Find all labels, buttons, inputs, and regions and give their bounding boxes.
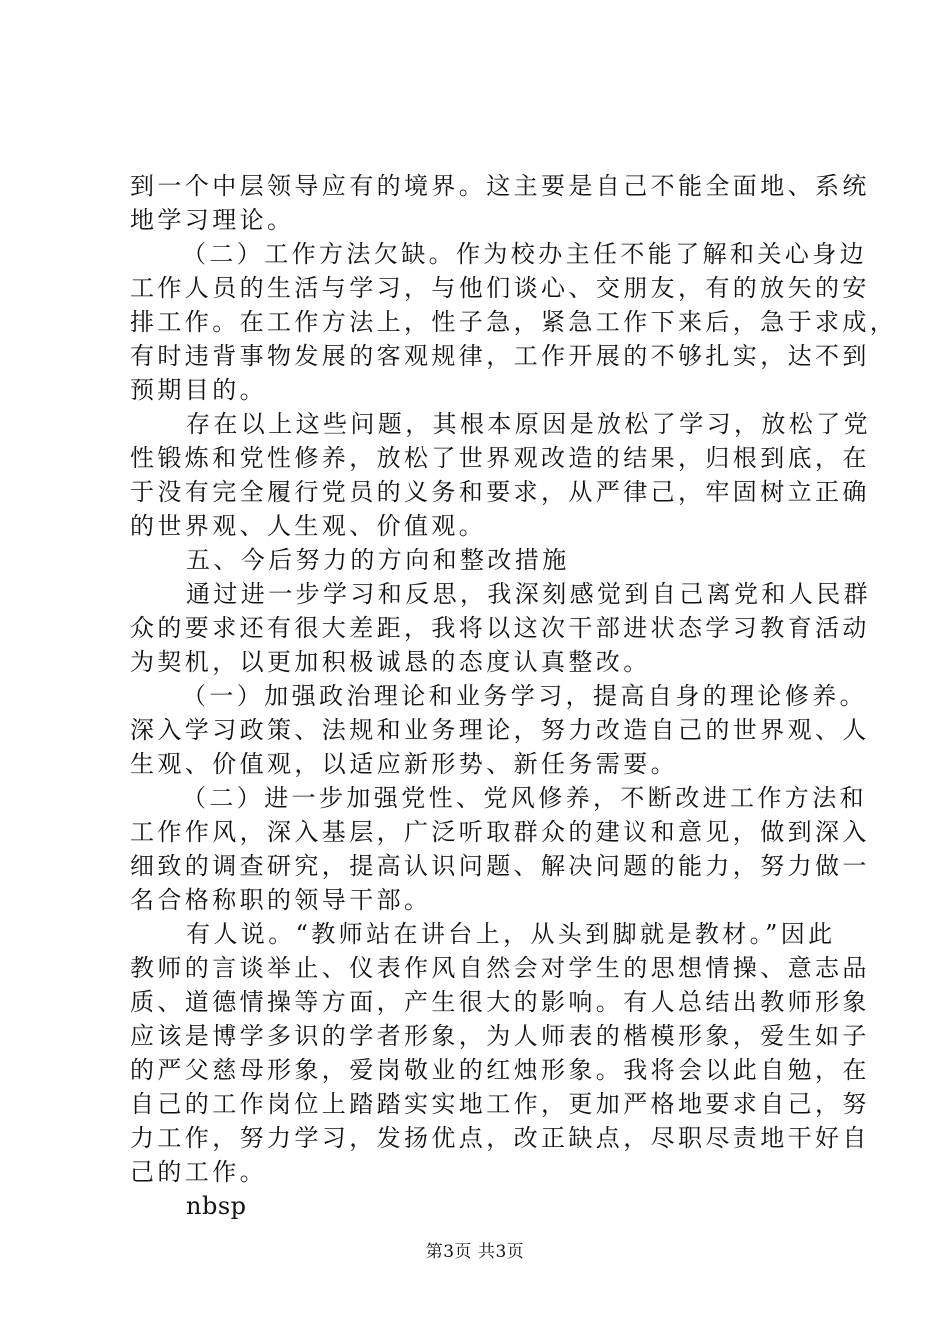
text-line: 有时违背事物发展的客观规律，工作开展的不够扎实，达不到 — [130, 342, 870, 370]
text-line: 有人说。“教师站在讲台上，从头到脚就是教材。”因此 — [186, 920, 836, 948]
text-line: 众的要求还有很大差距，我将以这次干部进状态学习教育活动 — [130, 614, 870, 642]
text-line: 地学习理论。 — [130, 206, 295, 234]
text-line: 为契机，以更加积极诚恳的态度认真整改。 — [130, 648, 651, 676]
text-line: 存在以上这些问题，其根本原因是放松了学习，放松了党 — [186, 410, 871, 438]
page-number: 第3页 共3页 — [425, 1242, 525, 1262]
text-line: 工作人员的生活与学习，与他们谈心、交朋友，有的放矢的安 — [130, 274, 870, 302]
text-line: 教师的言谈举止、仪表作风自然会对学生的思想情操、意志品 — [130, 954, 870, 982]
text-line: 质、道德情操等方面，产生很大的影响。有人总结出教师形象 — [130, 988, 870, 1016]
text-line: （二）工作方法欠缺。作为校办主任不能了解和关心身边 — [182, 240, 867, 268]
text-line: 名合格称职的领导干部。 — [130, 886, 432, 914]
text-line: 排工作。在工作方法上，性子急，紧急工作下来后，急于求成， — [130, 308, 898, 336]
text-line: 的世界观、人生观、价值观。 — [130, 512, 487, 540]
text-line: 深入学习政策、法规和业务理论，努力改造自己的世界观、人 — [130, 716, 870, 744]
section-heading: 五、今后努力的方向和整改措施 — [186, 546, 570, 574]
text-line: 己的工作。 — [130, 1158, 267, 1186]
page-footer — [0, 1240, 950, 1264]
text-line: 生观、价值观，以适应新形势、新任务需要。 — [130, 750, 678, 778]
text-line: 于没有完全履行党员的义务和要求，从严律己，牢固树立正确 — [130, 478, 870, 506]
text-line: nbsp — [186, 1192, 247, 1220]
text-line: 通过进一步学习和反思，我深刻感觉到自己离党和人民群 — [186, 580, 871, 608]
text-line: 到一个中层领导应有的境界。这主要是自己不能全面地、系统 — [130, 172, 870, 200]
text-line: 细致的调查研究，提高认识问题、解决问题的能力，努力做一 — [130, 852, 870, 880]
text-line: 应该是博学多识的学者形象，为人师表的楷模形象，爱生如子 — [130, 1022, 870, 1050]
text-line: 力工作，努力学习，发扬优点，改正缺点，尽职尽责地干好自 — [130, 1124, 870, 1152]
text-line: （二）进一步加强党性、党风修养，不断改进工作方法和 — [182, 784, 867, 812]
text-line: 的严父慈母形象，爱岗敬业的红烛形象。我将会以此自勉，在 — [130, 1056, 870, 1084]
text-line: 性锻炼和党性修养，放松了世界观改造的结果，归根到底，在 — [130, 444, 870, 472]
text-line: 预期目的。 — [130, 376, 267, 404]
text-line: 自己的工作岗位上踏踏实实地工作，更加严格地要求自己，努 — [130, 1090, 870, 1118]
text-line: （一）加强政治理论和业务学习，提高自身的理论修养。 — [182, 682, 867, 710]
text-line: 工作作风，深入基层，广泛听取群众的建议和意见，做到深入 — [130, 818, 870, 846]
